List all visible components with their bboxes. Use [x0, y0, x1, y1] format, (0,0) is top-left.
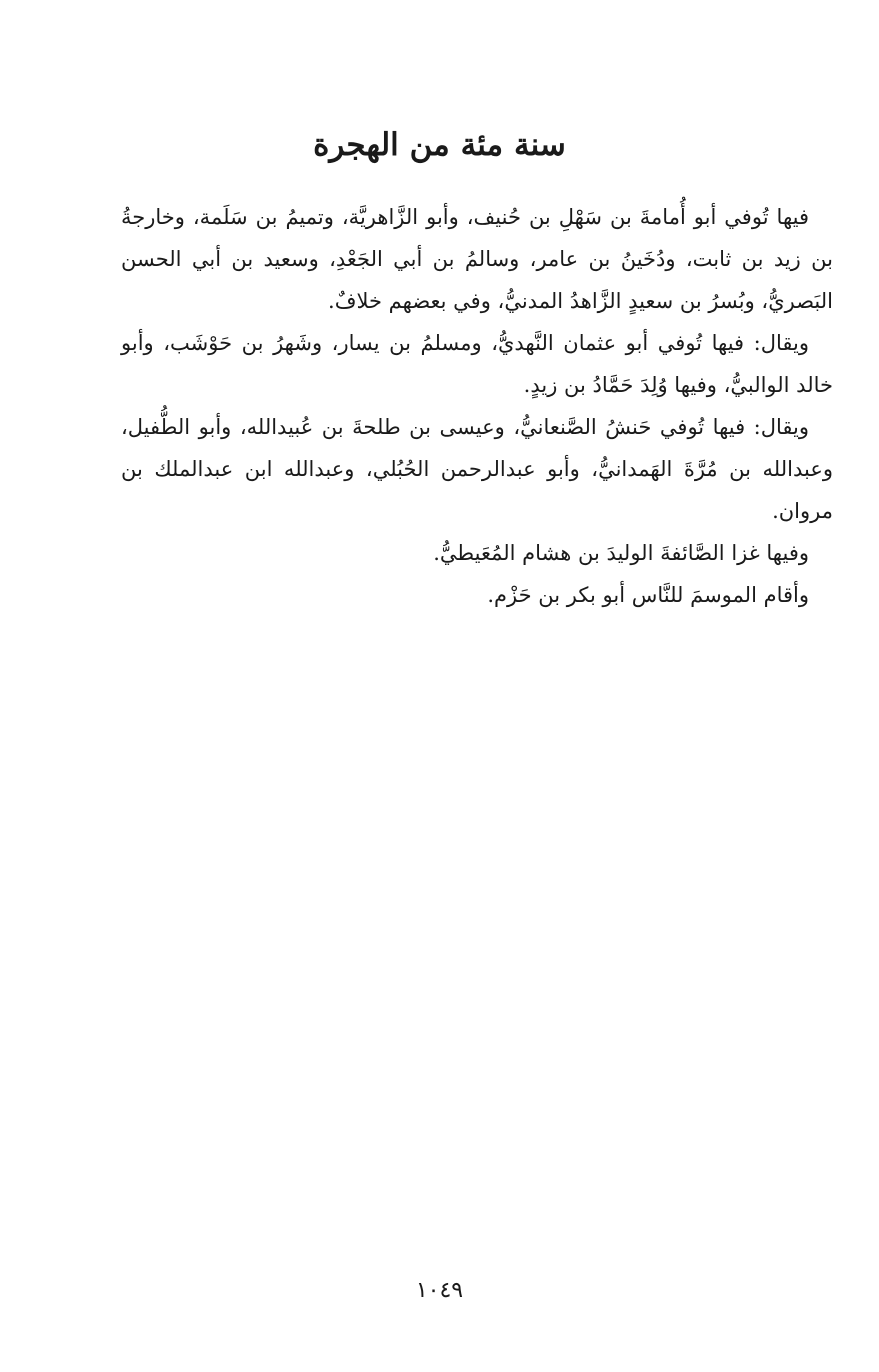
body-text — [121, 196, 833, 616]
page-title: سنة مئة من الهجرة — [313, 127, 566, 163]
page-number: ١٠٤٩ — [415, 1278, 464, 1303]
paragraph-alt-deaths-2: ويقال: فيها تُوفي حَنشُ الصَّنعانيُّ، وعيسى بن طلحةَ بن عُبيدالله، وأبو الطُّفيل، وعبدالله بن مُرَّةَ الهَمدانيُّ، وأبو عبدالرحمن الحُبُلي، وعبدالله ابن عبدالملك بن مروان. — [121, 415, 833, 523]
paragraph-alt-deaths-1: ويقال: فيها تُوفي أبو عثمان النَّهديُّ، ومسلمُ بن يسار، وشَهرُ بن حَوْشَب، وأبو خالد الوالبيُّ، وفيها وُلِدَ حَمَّادُ بن زيدٍ. — [121, 331, 833, 397]
paragraph-summer-raid: وفيها غزا الصَّائفةَ الوليدَ بن هشام المُعَيطيُّ. — [433, 541, 809, 565]
paragraph-hajj-leader: وأقام الموسمَ للنَّاس أبو بكر بن حَزْم. — [487, 583, 809, 607]
paragraph-deaths: فيها تُوفي أبو أُمامةَ بن سَهْلِ بن حُنيف، وأبو الزَّاهريَّة، وتميمُ بن سَلَمة، وخارجةُ بن زيد بن ثابت، ودُخَينُ بن عامر، وسالمُ بن أبي الجَعْدِ، وسعيد بن أبي الحسن البَصريُّ، وبُسرُ بن سعيدٍ الزَّاهدُ المدنيُّ، وفي بعضهم خلافٌ. — [121, 205, 833, 313]
